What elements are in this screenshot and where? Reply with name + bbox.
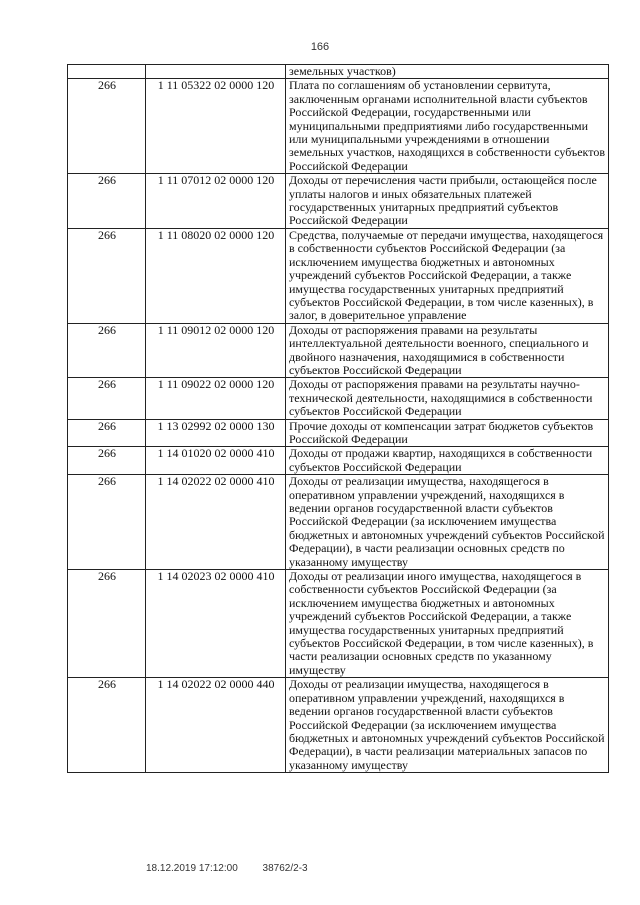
revenue-codes-table: [67, 64, 609, 773]
continuation-text: земельных участков): [286, 65, 609, 79]
continuation-row: [68, 65, 609, 79]
footer-datetime: 18.12.2019 17:12:00: [146, 863, 238, 874]
budget-code-cell: 1 14 02022 02 0000 410: [146, 475, 286, 570]
revenue-name-cell: Доходы от распоряжения правами на результаты интеллектуальной деятельности военного, специального и двойного назначения, находящимися в собственности субъектов Российской Федерации: [286, 323, 609, 378]
admin-code-cell: 266: [68, 378, 146, 419]
admin-code-cell: 266: [68, 174, 146, 229]
table-row: [68, 174, 609, 229]
budget-code-cell: 1 11 05322 02 0000 120: [146, 79, 286, 174]
admin-cell: [68, 65, 146, 79]
revenue-name-cell: Плата по соглашениям об установлении сервитута, заключенным органами исполнительной власти субъектов Российской Федерации, государственными или муниципальными предприятиями либо государственными или муниципальными учреждениями в отношении земельных участков, находящихся в собственности субъектов Российской Федерации: [286, 79, 609, 174]
table-row: [68, 570, 609, 678]
table-row: [68, 323, 609, 378]
table-row: [68, 419, 609, 447]
admin-code-cell: 266: [68, 419, 146, 447]
table-row: [68, 228, 609, 323]
admin-code-cell: 266: [68, 678, 146, 773]
revenue-name-cell: Доходы от реализации имущества, находящегося в оперативном управлении учреждений, находящихся в ведении органов государственной власти субъектов Российской Федерации (за исключением имущества бюджетных и автономных учреждений субъектов Российской Федерации), в части реализации основных средств по указанному имуществу: [286, 475, 609, 570]
table-row: [68, 447, 609, 475]
code-cell: [146, 65, 286, 79]
budget-code-cell: 1 14 02022 02 0000 440: [146, 678, 286, 773]
admin-code-cell: 266: [68, 323, 146, 378]
budget-code-cell: 1 11 07012 02 0000 120: [146, 174, 286, 229]
revenue-name-cell: Прочие доходы от компенсации затрат бюджетов субъектов Российской Федерации: [286, 419, 609, 447]
revenue-name-cell: Доходы от реализации иного имущества, находящегося в собственности субъектов Российской Федерации (за исключением имущества бюджетных и автономных учреждений субъектов Российской Федерации, а также имущества государственных унитарных предприятий субъектов Российской Федерации, в том числе казенных), в части реализации основных средств по указанному имуществу: [286, 570, 609, 678]
admin-code-cell: 266: [68, 228, 146, 323]
footer: [146, 863, 308, 874]
budget-code-cell: 1 11 09022 02 0000 120: [146, 378, 286, 419]
table-body: [68, 65, 609, 773]
revenue-name-cell: Доходы от продажи квартир, находящихся в собственности субъектов Российской Федерации: [286, 447, 609, 475]
admin-code-cell: 266: [68, 447, 146, 475]
revenue-name-cell: Доходы от распоряжения правами на результаты научно-технической деятельности, находящимися в собственности субъектов Российской Федерации: [286, 378, 609, 419]
table-row: [68, 79, 609, 174]
revenue-name-cell: Средства, получаемые от передачи имущества, находящегося в собственности субъектов Российской Федерации (за исключением имущества бюджетных и автономных учреждений субъектов Российской Федерации, а также имущества государственных унитарных предприятий субъектов Российской Федерации, в том числе казенных), в залог, в доверительное управление: [286, 228, 609, 323]
footer-doc-id: 38762/2-3: [262, 863, 308, 874]
admin-code-cell: 266: [68, 570, 146, 678]
budget-code-cell: 1 14 02023 02 0000 410: [146, 570, 286, 678]
table-row: [68, 378, 609, 419]
admin-code-cell: 266: [68, 79, 146, 174]
budget-code-cell: 1 14 01020 02 0000 410: [146, 447, 286, 475]
budget-code-cell: 1 11 09012 02 0000 120: [146, 323, 286, 378]
table-row: [68, 678, 609, 773]
budget-code-cell: 1 13 02992 02 0000 130: [146, 419, 286, 447]
revenue-name-cell: Доходы от реализации имущества, находящегося в оперативном управлении учреждений, находящихся в ведении органов государственной власти субъектов Российской Федерации (за исключением имущества бюджетных и автономных учреждений субъектов Российской Федерации), в части реализации материальных запасов по указанному имуществу: [286, 678, 609, 773]
page-number: 166: [310, 41, 330, 53]
revenue-name-cell: Доходы от перечисления части прибыли, остающейся после уплаты налогов и иных обязательных платежей государственных унитарных предприятий субъектов Российской Федерации: [286, 174, 609, 229]
table-row: [68, 475, 609, 570]
budget-code-cell: 1 11 08020 02 0000 120: [146, 228, 286, 323]
admin-code-cell: 266: [68, 475, 146, 570]
